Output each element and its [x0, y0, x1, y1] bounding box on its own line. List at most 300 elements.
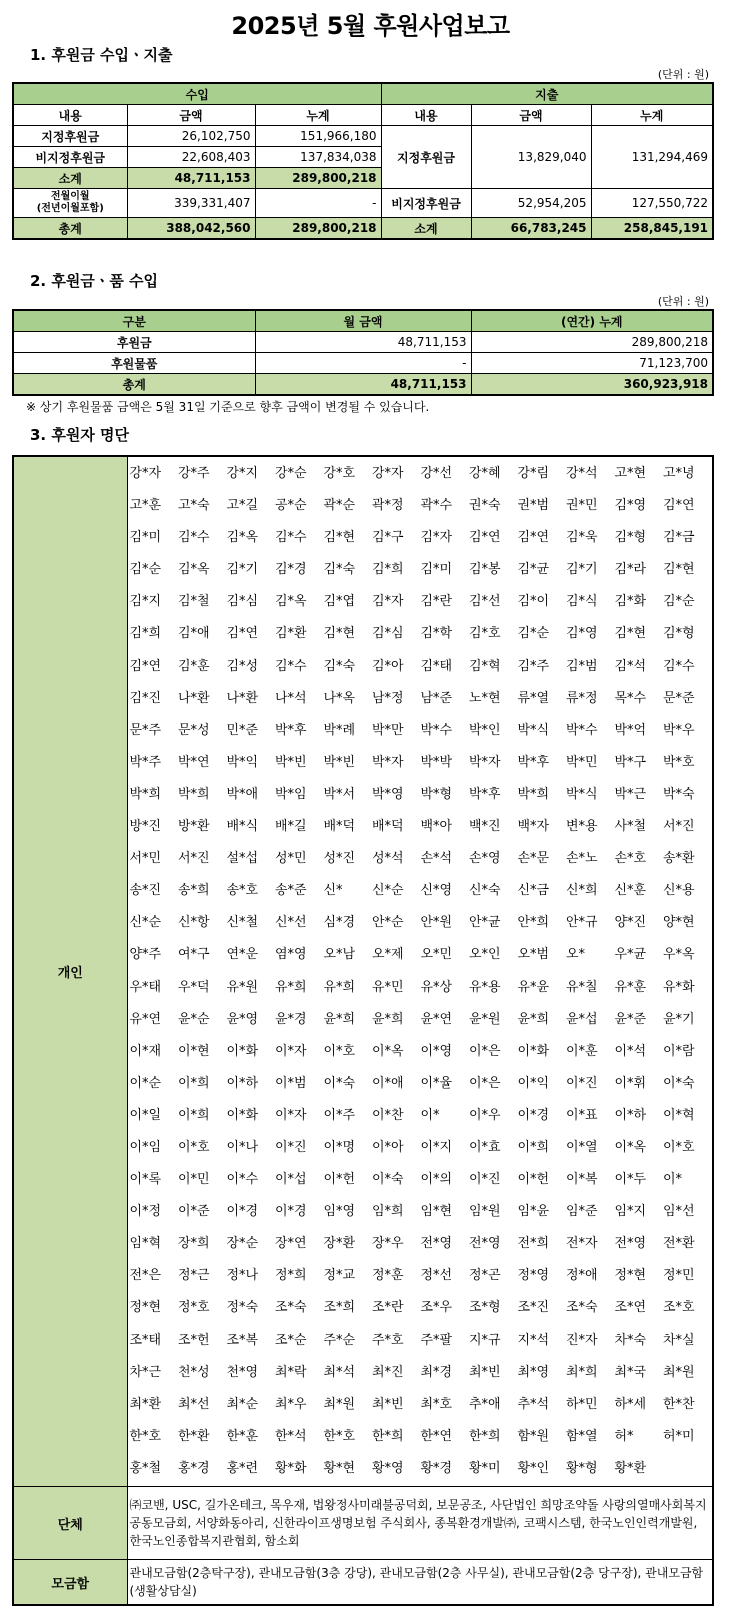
income-label: 비지정후원금: [13, 147, 127, 168]
donor-name: 김*란: [420, 594, 453, 610]
donor-name: 이*석: [614, 1043, 647, 1059]
donor-name: 손*석: [420, 851, 453, 867]
donor-name: 유*희: [323, 979, 356, 995]
donor-name: 김*호: [469, 626, 501, 642]
donor-name: 백*진: [469, 819, 501, 835]
donor-name: 최*희: [566, 1364, 598, 1380]
donor-name: 변*용: [566, 819, 598, 835]
donor-name: 이*재: [129, 1043, 162, 1059]
donor-name: 윤*순: [178, 1011, 210, 1027]
donor-name: 김*현: [323, 626, 356, 642]
donor-name: 권*숙: [469, 498, 501, 514]
donor-name: 박*숙: [663, 786, 695, 802]
donor-name: 박*주: [129, 754, 162, 770]
donor-name: 권*범: [517, 498, 550, 514]
donor-name: 최*순: [226, 1396, 259, 1412]
donor-name: 심*경: [323, 915, 356, 931]
donor-name: 박*빈: [323, 754, 356, 770]
box-label: 모금함: [13, 1560, 127, 1606]
donor-name: 김*이: [517, 594, 550, 610]
donor-name: 박*익: [226, 754, 259, 770]
donor-name: 이*지: [420, 1139, 453, 1155]
donor-name: 이*주: [323, 1107, 356, 1123]
donor-name: 홍*철: [129, 1460, 162, 1476]
donor-name: 김*심: [226, 594, 259, 610]
donor-name: 황*미: [469, 1460, 501, 1476]
donor-name: 이*찬: [372, 1107, 404, 1123]
donor-name: 윤*희: [517, 1011, 550, 1027]
donor-name: 성*민: [275, 851, 307, 867]
donor-name: 박*우: [663, 722, 695, 738]
carryover-label-main: 전월이월: [50, 191, 90, 202]
expense-subtotal-cumulative: 258,845,191: [591, 218, 713, 240]
income-label: 지정후원금: [13, 126, 127, 147]
donor-name: 우*균: [614, 947, 647, 963]
donor-name: 이*경: [517, 1107, 550, 1123]
donor-name: 연*운: [226, 947, 259, 963]
donor-name: 김*현: [614, 626, 647, 642]
donor-name: 최*원: [323, 1396, 356, 1412]
donor-name: 강*주: [178, 466, 210, 481]
donor-name: 유*용: [469, 979, 501, 995]
donor-name: 오*범: [517, 947, 550, 963]
donor-name: 김*연: [517, 530, 550, 546]
donor-name: 박*영: [372, 786, 404, 802]
donor-name: 박*식: [566, 786, 598, 802]
carryover-label-sub: (전년이월포함): [36, 203, 104, 214]
donor-name: 한*석: [275, 1428, 307, 1444]
donor-name: 전*영: [614, 1236, 647, 1252]
donor-name: 황*현: [323, 1460, 356, 1476]
page-title: 2025년 5월 후원사업보고: [231, 12, 510, 40]
donor-name: 유*희: [275, 979, 307, 995]
donor-name: 문*주: [129, 722, 162, 738]
donor-name: 정*나: [226, 1268, 259, 1284]
donor-name: 신*용: [663, 883, 695, 899]
donor-name: 임*영: [323, 1204, 356, 1220]
donor-name: 이*민: [178, 1172, 210, 1188]
donor-name: 김*수: [178, 530, 210, 546]
donor-name: 목*수: [614, 690, 647, 706]
donor-name: 나*환: [178, 690, 210, 706]
income-expense-table: [12, 82, 714, 240]
donor-name: 김*옥: [178, 562, 210, 578]
donor-name: 황*화: [275, 1460, 307, 1476]
donor-name: 정*희: [275, 1268, 307, 1284]
donor-name: 이*범: [275, 1075, 307, 1091]
donor-name: 이*두: [614, 1172, 647, 1188]
donor-name: 정*근: [178, 1268, 210, 1284]
donor-name: 김*구: [372, 530, 404, 546]
donor-name: 유*상: [420, 979, 453, 995]
donor-name: 한*찬: [663, 1396, 695, 1412]
donor-name: 윤*연: [420, 1011, 453, 1027]
donor-name: 김*금: [663, 530, 695, 546]
donor-name: 송*호: [226, 883, 259, 899]
donor-name: 차*실: [663, 1332, 695, 1348]
donor-name: 손*문: [517, 851, 550, 867]
donor-name: 김*석: [614, 658, 647, 674]
donor-name: 박*구: [614, 754, 647, 770]
donor-name: 민*준: [226, 722, 259, 738]
donor-name: 최*우: [275, 1396, 307, 1412]
donor-name: 박*인: [469, 722, 501, 738]
donor-name: 임*혁: [129, 1236, 162, 1252]
donor-name: 이*희: [517, 1139, 550, 1155]
donor-name: 진*자: [566, 1332, 598, 1348]
donor-name: 유*화: [663, 979, 695, 995]
donor-name: 지*규: [469, 1332, 501, 1348]
income-header: 수입: [13, 83, 381, 105]
donor-name: 홍*경: [178, 1460, 210, 1476]
col-type: 구분: [13, 310, 255, 332]
donor-name: 조*호: [663, 1300, 695, 1316]
donor-name: 이*하: [614, 1107, 647, 1123]
donor-name: 김*범: [566, 658, 598, 674]
donor-name: 김*아: [372, 658, 404, 674]
donor-name: 노*현: [469, 690, 501, 706]
donor-name: 정*현: [129, 1300, 162, 1316]
donor-name: 박*박: [420, 754, 453, 770]
donor-name: 하*세: [614, 1396, 647, 1412]
individual-label: 개인: [13, 456, 127, 1487]
donor-name: 이*화: [226, 1043, 259, 1059]
group-donor-list: ㈜코밴, USC, 길가온테크, 목우재, 법왕정사미래불공덕회, 보문공조, 사단법인 희망조약돌 사랑의열매사회복지공동모금회, 서양화동아리, 신한라이프생명보험 주식회사, 종복환경개발㈜, 코팩시스템, 한국노인인력개발원, 한국노인종합복지관협회, 함소회: [127, 1487, 713, 1560]
donor-name: 최*경: [420, 1364, 453, 1380]
donor-name: 김*혁: [469, 658, 501, 674]
donor-name: 이*섭: [275, 1172, 307, 1188]
donor-name: 양*진: [614, 915, 647, 931]
donor-name: 유*훈: [614, 979, 647, 995]
donor-name: 남*준: [420, 690, 453, 706]
donor-name: 송*준: [275, 883, 307, 899]
row-month: -: [255, 353, 471, 374]
donor-name: 송*환: [663, 851, 695, 867]
income-total-label: 총계: [13, 218, 127, 240]
donor-name: 이*임: [129, 1139, 162, 1155]
donor-name: 주*팔: [420, 1332, 453, 1348]
donor-name: 이*복: [566, 1172, 598, 1188]
donor-name: 이*진: [566, 1075, 598, 1091]
donor-name: 윤*경: [275, 1011, 307, 1027]
donor-name: 조*형: [469, 1300, 501, 1316]
donor-name: 임*희: [372, 1204, 404, 1220]
donor-name: 전*희: [517, 1236, 550, 1252]
donor-name: 오*: [566, 947, 586, 963]
donor-name: 조*복: [226, 1332, 259, 1348]
donor-name: 김*연: [469, 530, 501, 546]
donor-name: 윤*기: [663, 1011, 695, 1027]
donor-name: 공*순: [275, 498, 307, 514]
donor-name: 설*섭: [226, 851, 259, 867]
donor-name: 전*은: [129, 1268, 162, 1284]
donor-name: 주*호: [372, 1332, 404, 1348]
donor-name: 허*: [614, 1428, 634, 1444]
donor-name: 김*희: [372, 562, 404, 578]
donor-name: 안*규: [566, 915, 598, 931]
donor-name: 이*열: [566, 1139, 598, 1155]
row-month: 48,711,153: [255, 332, 471, 353]
donor-name: 김*옥: [226, 530, 259, 546]
total-year: 360,923,918: [471, 374, 713, 396]
donor-name: 신*영: [420, 883, 453, 899]
donor-name: 김*순: [129, 562, 162, 578]
carryover-amount: 339,331,407: [127, 189, 255, 218]
donor-name: 김*연: [663, 498, 695, 514]
donor-name: 박*수: [566, 722, 598, 738]
donor-name: 이*자: [275, 1107, 307, 1123]
donor-name: 박*식: [517, 722, 550, 738]
donor-name: 윤*준: [614, 1011, 647, 1027]
donor-name: 김*희: [129, 626, 162, 642]
donor-name: 손*노: [566, 851, 598, 867]
donor-name: 정*숙: [226, 1300, 259, 1316]
income-amount: 26,102,750: [127, 126, 255, 147]
donor-name: 성*석: [372, 851, 404, 867]
donor-name: 이*옥: [614, 1139, 647, 1155]
donor-name: 서*민: [129, 851, 162, 867]
donor-name: 방*진: [129, 819, 162, 835]
donor-name: 유*칠: [566, 979, 598, 995]
donor-name: 조*숙: [566, 1300, 598, 1316]
donor-name: 김*경: [275, 562, 307, 578]
donor-name: 김*선: [469, 594, 501, 610]
total-month: 48,711,153: [255, 374, 471, 396]
col-amount: 금액: [471, 105, 591, 126]
donor-name: 이*의: [420, 1172, 453, 1188]
donor-name: 윤*섭: [566, 1011, 598, 1027]
donor-name: 고*길: [226, 498, 259, 514]
donor-name: 강*순: [275, 466, 307, 481]
donor-name: 최*선: [178, 1396, 210, 1412]
donor-name: 장*순: [226, 1236, 259, 1252]
donor-name: 염*영: [275, 947, 307, 963]
donor-name: 이*진: [275, 1139, 307, 1155]
donor-name: 김*순: [663, 594, 695, 610]
donor-name: 조*진: [517, 1300, 550, 1316]
donor-name: 유*원: [226, 979, 259, 995]
donor-name: 조*연: [614, 1300, 647, 1316]
donor-name: 추*애: [469, 1396, 501, 1412]
donor-name: 이*아: [372, 1139, 404, 1155]
donor-name: 김*연: [129, 658, 162, 674]
donor-name: 김*주: [517, 658, 550, 674]
donor-name: 김*수: [663, 658, 695, 674]
income-subtotal-label: 소계: [13, 168, 127, 189]
donor-name: 이*람: [663, 1043, 695, 1059]
donor-name: 김*철: [178, 594, 210, 610]
carryover-label: [13, 189, 127, 218]
donor-name: 이*헌: [323, 1172, 356, 1188]
donor-name: 윤*영: [226, 1011, 259, 1027]
donor-name: 이*율: [420, 1075, 453, 1091]
donor-name: 박*억: [614, 722, 647, 738]
donor-name: 박*희: [129, 786, 162, 802]
donor-name: 서*진: [663, 819, 695, 835]
donor-name: 정*훈: [372, 1268, 404, 1284]
donor-name: 송*희: [178, 883, 210, 899]
donor-name: 이*은: [469, 1043, 501, 1059]
donor-name: 윤*희: [372, 1011, 404, 1027]
donor-name: 김*현: [663, 562, 695, 578]
donor-name: 박*애: [226, 786, 259, 802]
donor-name: 박*희: [178, 786, 210, 802]
total-label: 총계: [13, 374, 255, 396]
donor-name: 최*진: [372, 1364, 404, 1380]
donor-name: 김*현: [323, 530, 356, 546]
donor-name: 신*숙: [469, 883, 501, 899]
donor-name: 권*민: [566, 498, 598, 514]
donor-name: 김*연: [226, 626, 259, 642]
donor-name: 박*근: [614, 786, 647, 802]
donor-name: 한*훈: [226, 1428, 259, 1444]
donor-name: 강*지: [226, 466, 259, 481]
donor-name: 안*희: [517, 915, 550, 931]
donor-name: 류*정: [566, 690, 598, 706]
donor-name: 김*순: [517, 626, 550, 642]
donor-name: 박*연: [178, 754, 210, 770]
donor-name: 손*호: [614, 851, 647, 867]
donor-name: 김*성: [226, 658, 259, 674]
donor-name: 최*빈: [469, 1364, 501, 1380]
row-label: 후원금: [13, 332, 255, 353]
donor-name: 이*은: [469, 1075, 501, 1091]
donor-name: 박*수: [420, 722, 453, 738]
donor-name: 양*주: [129, 947, 162, 963]
donor-name: 박*서: [323, 786, 356, 802]
income-subtotal-cumulative: 289,800,218: [255, 168, 381, 189]
row-year: 71,123,700: [471, 353, 713, 374]
donor-name: 임*선: [663, 1204, 695, 1220]
donor-name: 이*익: [517, 1075, 550, 1091]
donor-name: 임*현: [420, 1204, 453, 1220]
donor-name: 임*준: [566, 1204, 598, 1220]
donor-name: 차*근: [129, 1364, 162, 1380]
donor-name: 조*우: [420, 1300, 453, 1316]
donor-name: 방*환: [178, 819, 210, 835]
donor-name: 강*자: [129, 466, 162, 481]
donor-name: 안*균: [469, 915, 501, 931]
donor-name: 김*자: [420, 530, 453, 546]
donor-name: 김*수: [275, 658, 307, 674]
donor-name: 박*임: [275, 786, 307, 802]
donor-name: 임*원: [469, 1204, 501, 1220]
donor-name: 박*자: [469, 754, 501, 770]
donor-name: 장*연: [275, 1236, 307, 1252]
donor-name: 김*식: [566, 594, 598, 610]
donor-name: 김*미: [129, 530, 162, 546]
donor-name: 곽*정: [372, 498, 404, 514]
donor-name: 이*숙: [372, 1172, 404, 1188]
donor-name: 백*자: [517, 819, 550, 835]
donor-name: 정*호: [178, 1300, 210, 1316]
donor-name: 조*순: [275, 1332, 307, 1348]
donor-name: 이*애: [372, 1075, 404, 1091]
donor-name: 허*미: [663, 1428, 695, 1444]
donor-name: 정*영: [517, 1268, 550, 1284]
donor-name: 김*봉: [469, 562, 501, 578]
donor-name: 이*경: [226, 1204, 259, 1220]
individual-donor-list: [128, 457, 713, 1486]
expense-cumulative: 131,294,469: [591, 126, 713, 189]
donor-name: 안*원: [420, 915, 453, 931]
donor-name: 김*숙: [323, 658, 356, 674]
donor-name: 천*성: [178, 1364, 210, 1380]
col-month: 월 금액: [255, 310, 471, 332]
donor-name: 오*제: [372, 947, 404, 963]
donor-name: 최*환: [129, 1396, 162, 1412]
donor-name: 정*민: [663, 1268, 695, 1284]
donor-name: 강*석: [566, 466, 598, 481]
donor-name: 박*만: [372, 722, 404, 738]
donor-name: 최*락: [275, 1364, 307, 1380]
donor-name: 우*태: [129, 979, 162, 995]
donor-name: 황*경: [420, 1460, 453, 1476]
donor-name: 류*열: [517, 690, 550, 706]
donor-name: 이*효: [469, 1139, 501, 1155]
donor-name: 조*헌: [178, 1332, 210, 1348]
donor-name: 이*화: [517, 1043, 550, 1059]
donor-name: 윤*원: [469, 1011, 501, 1027]
donor-name: 유*윤: [517, 979, 550, 995]
donor-name: 김*수: [275, 530, 307, 546]
donor-name: 문*준: [663, 690, 695, 706]
donor-name: 박*형: [420, 786, 453, 802]
donor-name: 전*자: [566, 1236, 598, 1252]
donor-name: 강*림: [517, 466, 550, 481]
col-cumulative: 누계: [255, 105, 381, 126]
donor-name: 곽*수: [420, 498, 453, 514]
donor-name: 이*표: [566, 1107, 598, 1123]
donor-name: 유*민: [372, 979, 404, 995]
donor-name: 정*교: [323, 1268, 356, 1284]
donor-name: 이*준: [178, 1204, 210, 1220]
donor-name: 성*진: [323, 851, 356, 867]
donor-name: 오*남: [323, 947, 356, 963]
donor-name: 여*구: [178, 947, 210, 963]
donor-name: 박*례: [323, 722, 356, 738]
donor-name: 정*현: [614, 1268, 647, 1284]
donor-name: 조*태: [129, 1332, 162, 1348]
donor-name: 강*자: [372, 466, 404, 481]
donor-list-table: [12, 455, 714, 1606]
donor-name: 황*환: [614, 1460, 647, 1476]
income-cumulative: 151,966,180: [255, 126, 381, 147]
donor-name: 이*정: [129, 1204, 162, 1220]
donor-name: 남*정: [372, 690, 404, 706]
donor-name: 하*민: [566, 1396, 598, 1412]
row-year: 289,800,218: [471, 332, 713, 353]
donor-name: 김*화: [614, 594, 647, 610]
income-amount: 22,608,403: [127, 147, 255, 168]
donor-name: 박*호: [663, 754, 695, 770]
donor-name: 한*호: [323, 1428, 356, 1444]
section2-unit: (단위 : 원): [657, 295, 709, 308]
donor-name: 황*형: [566, 1460, 598, 1476]
donor-name: 김*애: [178, 626, 210, 642]
donor-name: 최*원: [663, 1364, 695, 1380]
income-cumulative: 137,834,038: [255, 147, 381, 168]
donor-name: 고*훈: [129, 498, 162, 514]
donor-name: 곽*순: [323, 498, 356, 514]
donor-name: 박*후: [469, 786, 501, 802]
donor-name: 김*심: [372, 626, 404, 642]
expense-amount: 13,829,040: [471, 126, 591, 189]
donor-name: 이*희: [178, 1107, 210, 1123]
section1-heading: 1. 후원금 수입ㆍ지출: [30, 46, 173, 64]
row-label: 후원물품: [13, 353, 255, 374]
donor-name: 함*열: [566, 1428, 598, 1444]
